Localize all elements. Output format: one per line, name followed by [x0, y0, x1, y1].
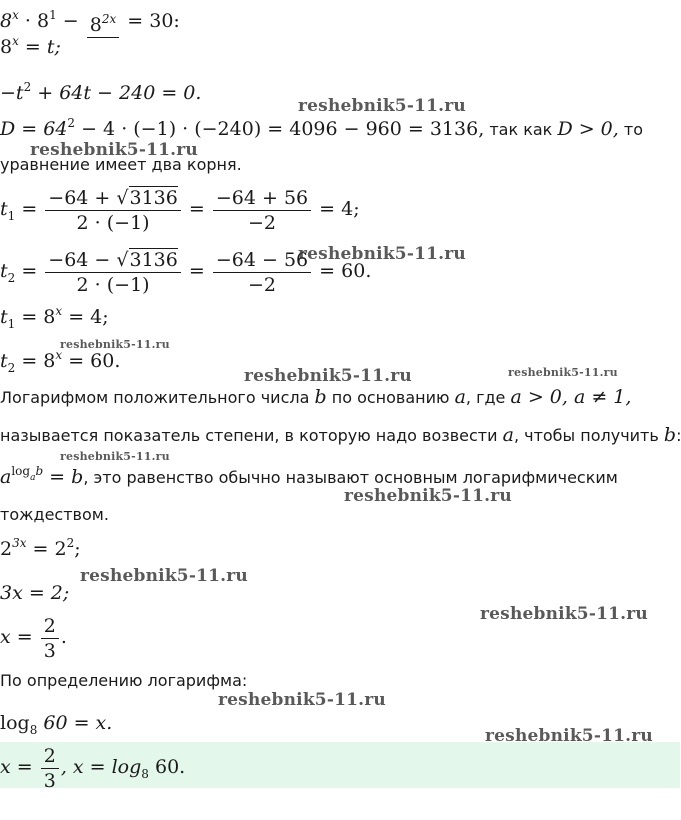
watermark: reshebnik5-11.ru: [218, 690, 386, 710]
watermark: reshebnik5-11.ru: [480, 604, 648, 624]
equation-power-two: $2^{3x} = 2^2$;: [0, 536, 81, 560]
equation-line-1: $8^x \cdot 8^1$ − $8^{2x}$ = 30:: [0, 8, 180, 36]
definition-line-1: Логарифмом положительного числа b по основанию a, где a > 0, a ≠ 1,: [0, 386, 632, 408]
equation-linear: 3x = 2;: [0, 582, 70, 604]
watermark: reshebnik5-11.ru: [60, 338, 170, 351]
root-t1-exponent: $t_1 = 8^x = 4$;: [0, 304, 109, 331]
definition-line-3: $a^{log_ab} = b$, это равенство обычно называют основным логарифмическим: [0, 464, 618, 488]
root-t2-calculation: $t_2$ = $\frac{-64 - √3136}{2 \cdot (-1)}$ = $\frac{-64 - 56}{-2}$ = 60.: [0, 248, 372, 296]
root-t1-calculation: $t_1$ = $\frac{-64 + √3136}{2 \cdot (-1)}$ = $\frac{-64 + 56}{-2}$ = 4;: [0, 186, 360, 234]
watermark: reshebnik5-11.ru: [298, 244, 466, 264]
watermark: reshebnik5-11.ru: [60, 450, 170, 463]
watermark: reshebnik5-11.ru: [344, 486, 512, 506]
definition-line-4: тождеством.: [0, 505, 109, 524]
equation-log: $\log_8 60 = x$.: [0, 712, 113, 737]
equation-quadratic: $-t^2 + 64t - 240 = 0$.: [0, 80, 202, 104]
answer-box: [0, 742, 680, 792]
watermark: reshebnik5-11.ru: [80, 566, 248, 586]
discriminant-line: $D = 64^2 - 4 \cdot (-1) \cdot (-240) = 4096 - 960 = 3136$, так как D > 0, то: [0, 116, 644, 140]
watermark: reshebnik5-11.ru: [30, 140, 198, 160]
watermark: reshebnik5-11.ru: [244, 366, 412, 386]
root-t2-exponent: $t_2 = 8^x = 60$.: [0, 348, 121, 375]
watermark: reshebnik5-11.ru: [485, 726, 653, 746]
log-definition-text: По определению логарифма:: [0, 671, 248, 690]
equation-substitution: $8^x = t$;: [0, 34, 61, 58]
two-roots-text: уравнение имеет два корня.: [0, 155, 242, 174]
watermark: reshebnik5-11.ru: [508, 366, 618, 379]
definition-line-2: называется показатель степени, в которую надо возвести a, чтобы получить b:: [0, 424, 681, 446]
equation-x-fraction: x = $\frac{2}{3}$ .: [0, 614, 67, 662]
watermark: reshebnik5-11.ru: [298, 96, 466, 116]
answer-line: x = $\frac{2}{3}$ , $x = \log_8 60$.: [0, 744, 186, 792]
